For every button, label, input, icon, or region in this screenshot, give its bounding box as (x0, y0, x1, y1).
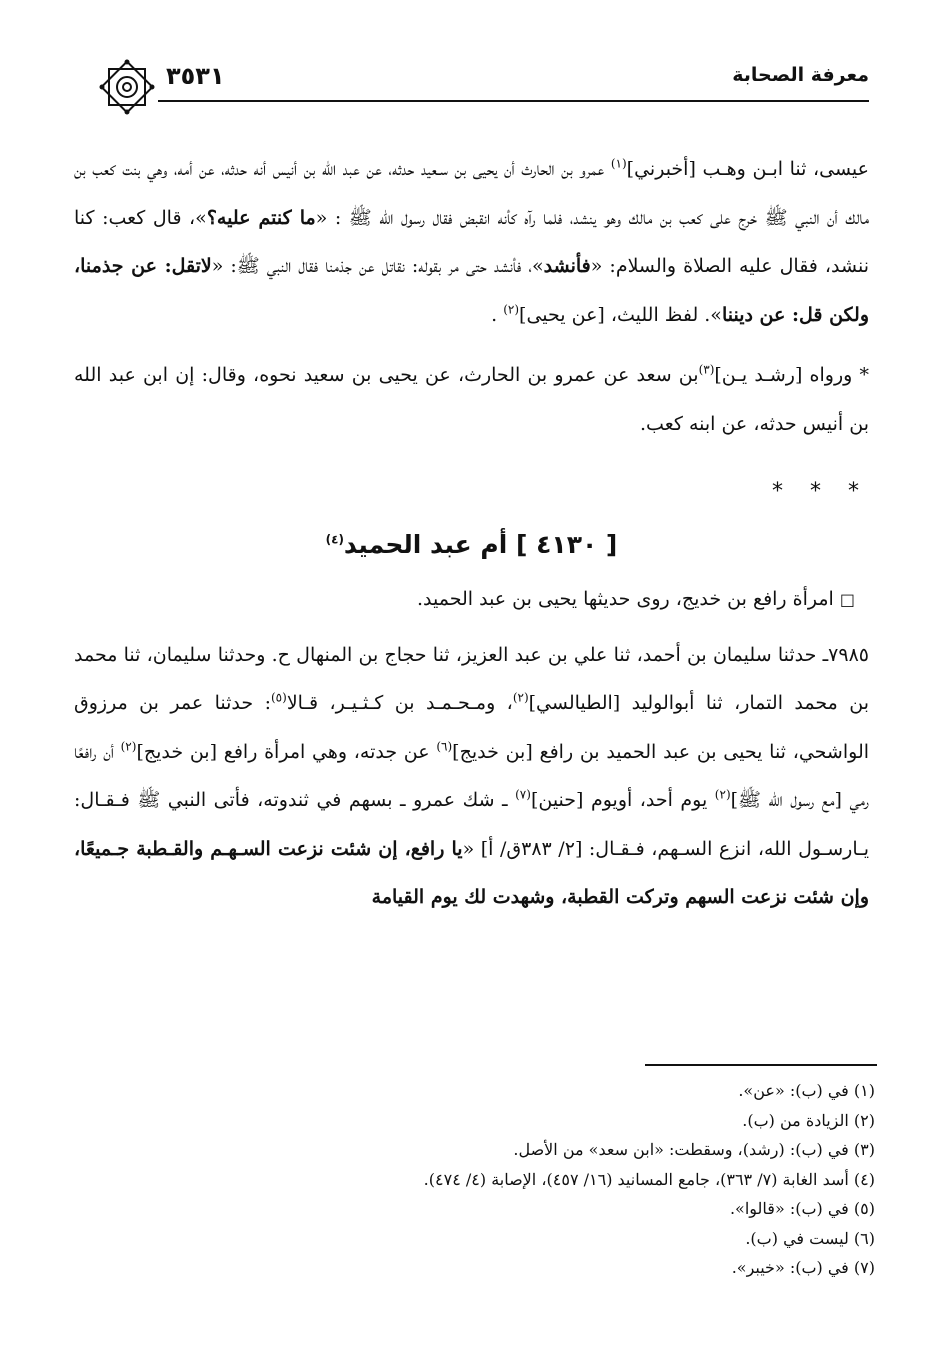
footnote-2: (٢) الزيادة من (ب). (742, 1110, 875, 1130)
footnote-ref: (١) (610, 156, 627, 171)
header-rule (158, 100, 869, 102)
square-bullet-icon: □ (839, 590, 855, 609)
entry-title: [ ٤١٣٠ ] أم عبد الحميد$^{(٤)}$ (325, 529, 618, 559)
footnote-ref: (٤) (325, 532, 344, 547)
footnote-6: (٦) ليست في (ب). (745, 1228, 875, 1248)
footnote-3: (٣) في (ب): (رشد)، وسقطت: «ابن سعد» من الأصل. (513, 1140, 875, 1159)
octagram-ornament-icon (96, 56, 158, 118)
footnote-ref: (٥) (270, 690, 287, 705)
page-number: ٣٥٣١ (166, 62, 225, 90)
entry-note: □ امرأة رافع بن خديج، روى حديثها يحيى بن عبد الحميد. (417, 588, 855, 610)
quote-3: لاتقل: عن جذمنا، ولكن قل: عن ديننا (74, 255, 869, 326)
footnote-7: (٧) في (ب): «خيبر». (731, 1258, 875, 1277)
footnote-ref: (٢) (512, 690, 529, 705)
hadith-7985: ٧٩٨٥ـ حدثنا سليمان بن أحمد، ثنا علي بن عبد العزيز، ثنا حجاج بن المنهال ح. وحدثنا سليمان، ثنا محمد بن محمد التمار، ثنا أبوالوليد [الطيالسي]$^{(٢)}$، ومـحـمـد بن كـثـيـر، قـالا$^{(٥)}$: حدثنا عمر بن مرزوق الواشحي، ثنا يحيى بن عبد الحميد بن رافع [بن خديج]$^{(٦)}$ عن جدته، وهي امرأة رافع [بن خديج]$^{(٢)}$ أن رافعًا رمي [مع رسول الله ﷺ]$^{(٢)}$ يوم أحد، أويوم [حنين]$^{(٧)}$ ـ شك عمرو ـ بسهم في ثندوته، فأتى النبي ﷺ فـقـال: يـارسـول الله، انزع السـهم، فـقـال: [٢/ ٣٨٣ق/ أ] «يا رافع، إن شئت نزعت السـهـم والقـطبة جـميعًا، وإن شئت نزعت السهم وتركت القطبة، وشهدت لك يوم القيامة (74, 643, 870, 908)
section-divider: * * * (772, 479, 869, 504)
footnote-ref: (٢) (503, 302, 520, 317)
footnote-separator (645, 1064, 877, 1066)
footnote-ref: (٢) (120, 739, 137, 754)
paragraph-2: * ورواه [رشـد يـن]$^{(٣)}$بن سعد عن عمرو بن الحارث، عن يحيى بن سعيد نحوه، وقال: إن ابن عبد الله بن أنيس حدثه، عن ابنه كعب. (74, 362, 870, 435)
footnotes (74, 1076, 875, 1283)
footnote-5: (٥) في (ب): «قالوا». (729, 1199, 875, 1218)
running-title: معرفة الصحابة (732, 64, 869, 86)
main-text (74, 145, 869, 922)
quote-2: فأنشد (543, 255, 591, 277)
footnote-ref: (٣) (698, 362, 715, 377)
quote-1: ما كنتم عليه؟ (206, 206, 316, 229)
footnote-ref: (٧) (515, 787, 531, 802)
footnote-ref: (٢) (714, 787, 731, 802)
footnote-4: (٤) أسد الغابة (٧/ ٣٦٣)، جامع المسانيد (١٦/ ٤٥٧)، الإصابة (٤/ ٤٧٤). (423, 1169, 875, 1189)
page-header (96, 58, 869, 108)
footnote-ref: (٦) (436, 739, 453, 754)
hadith-quote: يا رافع، إن شئت نزعت السـهـم والقـطبة جـميعًا، وإن شئت نزعت السهم وتركت القطبة، وشهدت لك يوم القيامة (74, 837, 869, 908)
footnote-1: (١) في (ب): «عن». (738, 1081, 875, 1100)
paragraph-1: عيسى، ثنا ابـن وهـب [أخبرني]$^{(١)}$ عمرو بن الحارث أن يحيى بن سـعيد حدثه، عن عبد الله بن أنيس أنه حدثه، عن أمه، وهي بنت كعب بن مالك أن النبي ﷺ خرج على كعب بن مالك وهو ينشد، فلما رآه كأنه انقبض فقال رسول الله ﷺ : «ما كنتم عليه؟»، قال كعب: كنا ننشد، فقال عليه الصلاة والسلام: «فأنشد»، فأنشد حتى مر بقوله: نقاتل عن جذمنا فقال النبي ﷺ: «لاتقل: عن جذمنا، ولكن قل: عن ديننا». لفظ الليث، [عن يحيى]$^{(٢)}$ . (74, 156, 870, 326)
